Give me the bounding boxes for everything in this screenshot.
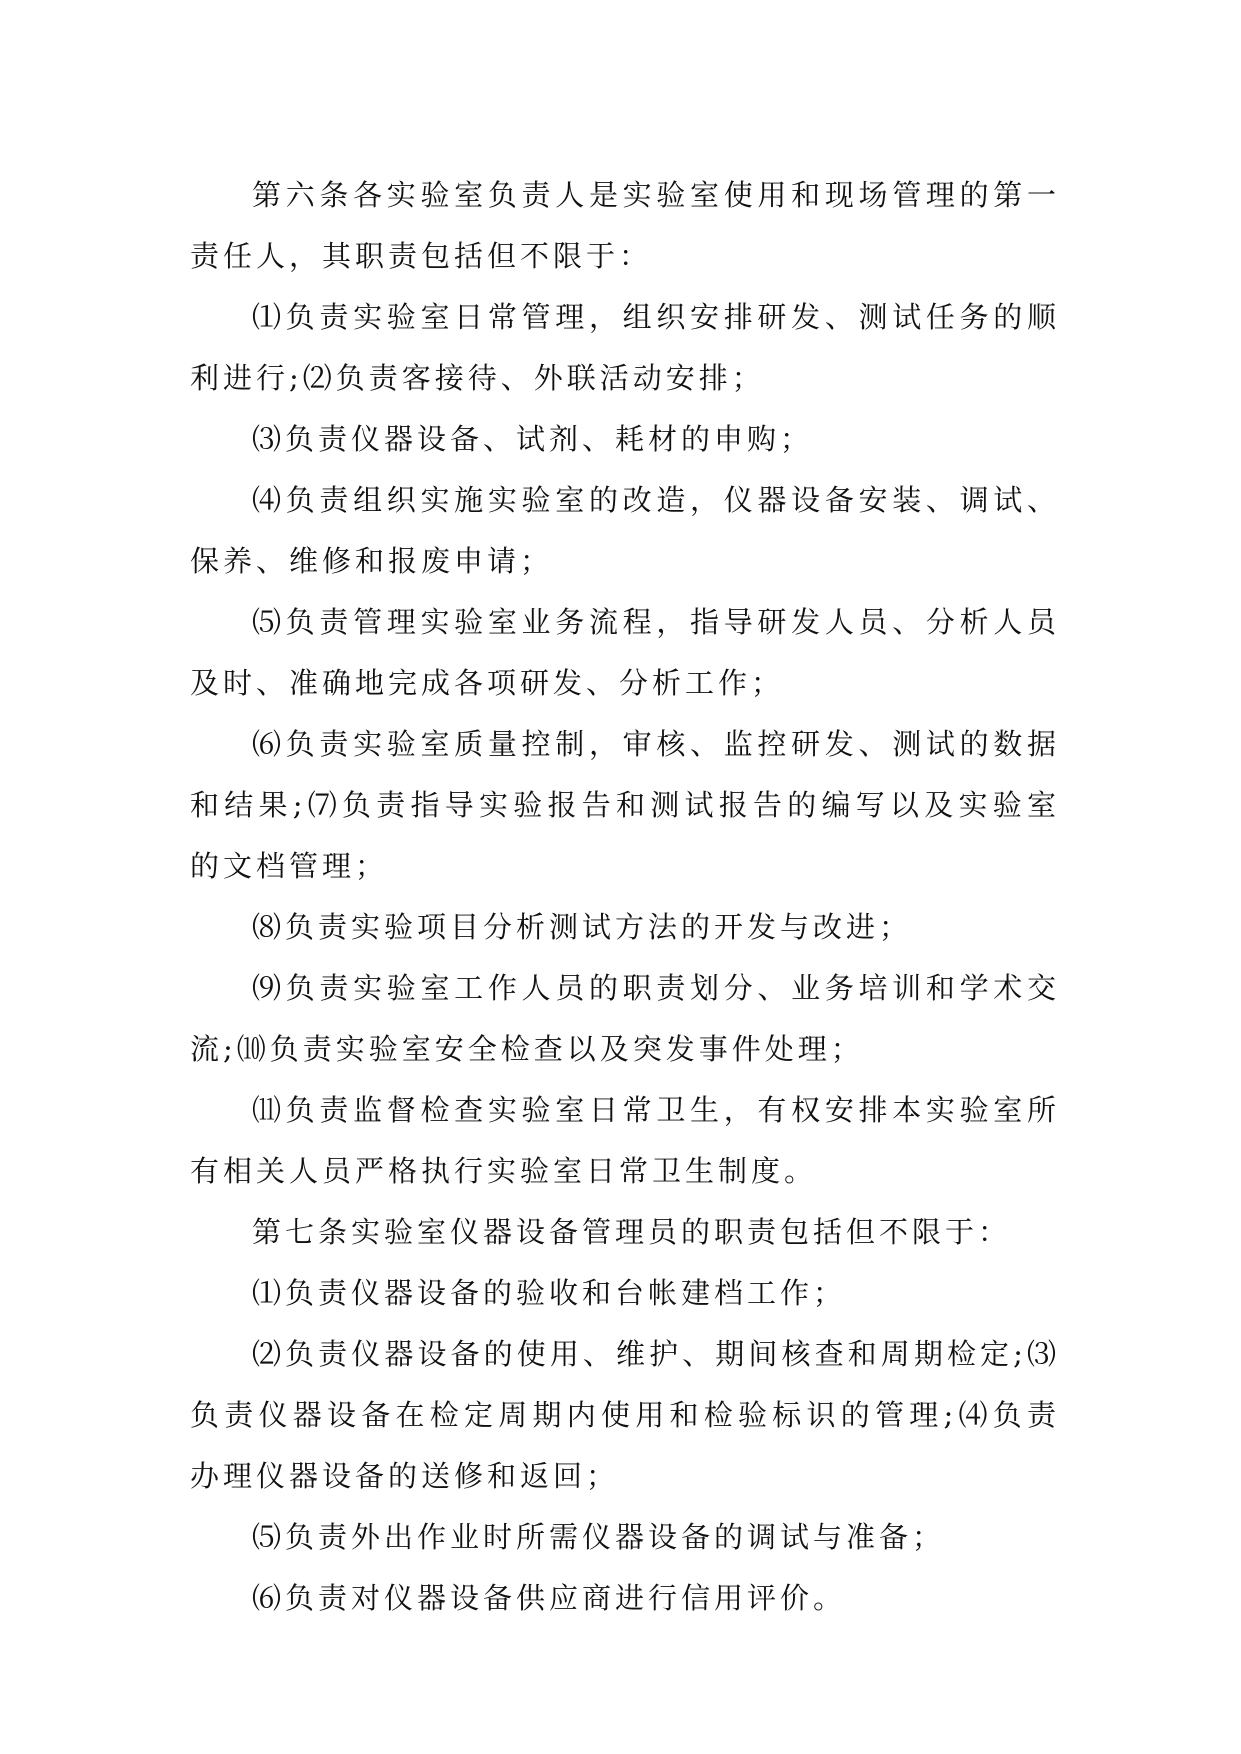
paragraph-item: ⑾负责监督检查实验室日常卫生，有权安排本实验室所有相关人员严格执行实验室日常卫生制度。 — [190, 1093, 1060, 1188]
paragraph-article-6: 第六条各实验室负责人是实验室使用和现场管理的第一责任人，其职责包括但不限于： — [190, 178, 1060, 273]
paragraph-item: ⑸负责外出作业时所需仪器设备的调试与准备； — [252, 1520, 946, 1554]
paragraph-item: ⑻负责实验项目分析测试方法的开发与改进； — [252, 910, 913, 944]
paragraph-item: ⑼负责实验室工作人员的职责划分、业务培训和学术交流;⑽负责实验室安全检查以及突发事件处理； — [190, 971, 1060, 1066]
paragraph-item: ⑹负责对仪器设备供应商进行信用评价。 — [252, 1581, 847, 1615]
document-body — [190, 165, 1060, 1629]
paragraph-article-7: 第七条实验室仪器设备管理员的职责包括但不限于： — [252, 1215, 1012, 1249]
paragraph-item: ⑹负责实验室质量控制，审核、监控研发、测试的数据和结果;⑺负责指导实验报告和测试报告的编写以及实验室的文档管理； — [190, 727, 1060, 883]
paragraph-item: ⑴负责仪器设备的验收和台帐建档工作； — [252, 1276, 847, 1310]
paragraph-item: ⑸负责管理实验室业务流程，指导研发人员、分析人员及时、准确地完成各项研发、分析工作； — [190, 605, 1060, 700]
paragraph-item: ⑷负责组织实施实验室的改造，仪器设备安装、调试、保养、维修和报废申请； — [190, 483, 1060, 578]
paragraph-item: ⑴负责实验室日常管理，组织安排研发、测试任务的顺利进行;⑵负责客接待、外联活动安排； — [190, 300, 1060, 395]
paragraph-item: ⑶负责仪器设备、试剂、耗材的申购； — [252, 422, 814, 456]
paragraph-item: ⑵负责仪器设备的使用、维护、期间核查和周期检定;⑶负责仪器设备在检定周期内使用和检验标识的管理;⑷负责办理仪器设备的送修和返回； — [190, 1337, 1060, 1493]
